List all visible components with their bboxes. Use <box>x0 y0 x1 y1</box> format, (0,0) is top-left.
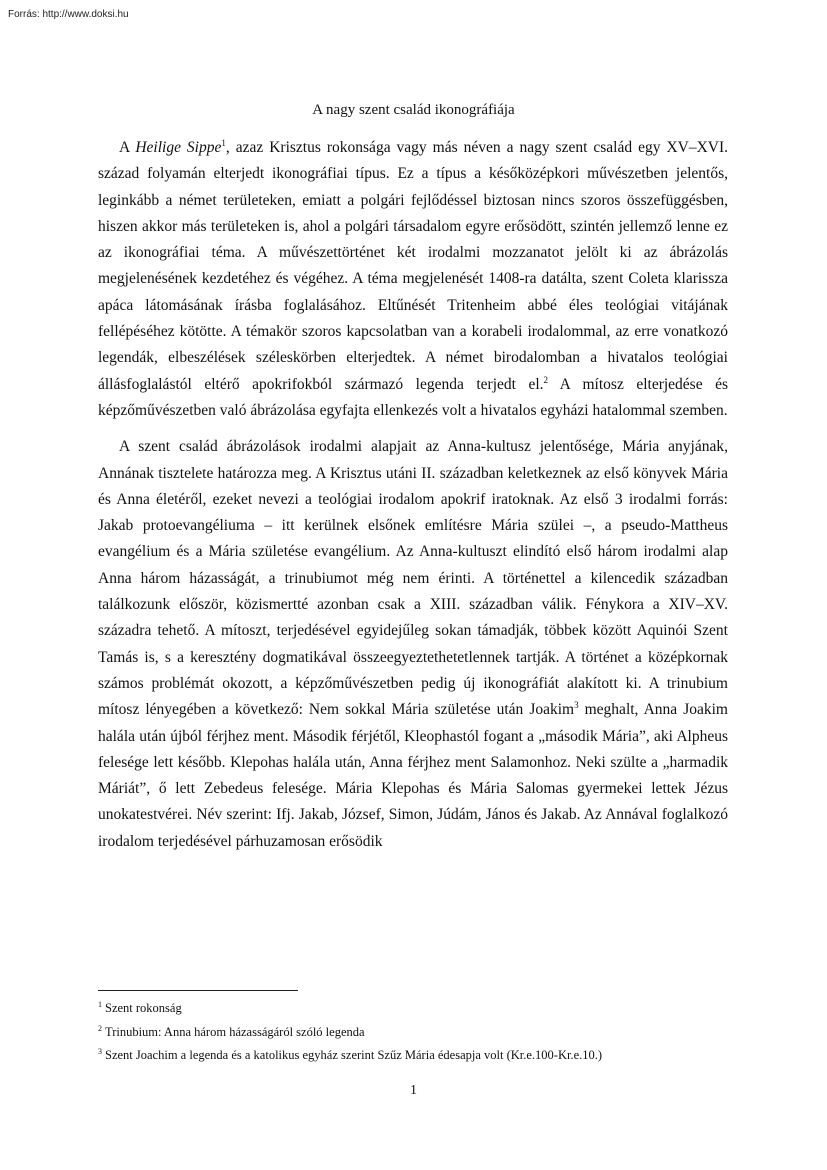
footnote-ref-1: 1 <box>221 138 226 148</box>
paragraph-2 <box>98 434 728 855</box>
paragraph-1-text-a: A <box>119 139 136 156</box>
footnote-divider <box>98 990 298 991</box>
paragraph-2-text-a: A szent család ábrázolások irodalmi alapjait az Anna-kultusz jelentősége, Mária anyjának, Annának tisztelete határozza meg. A Krisztus utáni II. században keletkeznek az első könyvek Mária és Anna életéről, ezeket nevezi a teológiai irodalom apokrif iratoknak. Az első 3 irodalmi forrás: Jakab protoevangéliuma – itt kerülnek elsőnek említésre Mária szülei –, a pseudo-Mattheus evangélium és a Mária születése evangélium. Az Anna-kultuszt elindító első három irodalmi alap Anna három házasságát, a trinubiumot még nem érinti. A történettel a kilencedik században találkozunk először, közismertté azonban csak a XIII. században válik. Fénykora a XIV–XV. századra tehető. A mítoszt, terjedésével egyidejűleg sokan támadják, többek között Aquinói Szent Tamás is, s a keresztény dogmatikával összeegyeztethetetlennek tartják. A történet a középkornak számos problémát okozott, a képzőművészetben pedig új ikonográfiát alakított ki. A trinubium mítosz lényegében a következő: Nem sokkal Mária születése után Joakim <box>98 438 728 719</box>
footnote-text: Trinubium: Anna három házasságáról szóló legenda <box>105 1024 365 1039</box>
footnotes <box>98 997 728 1068</box>
document-title: A nagy szent család ikonográfiája <box>312 102 515 118</box>
heilige-sippe-term: Heilige Sippe <box>135 139 222 156</box>
footnote-ref-3: 3 <box>574 700 579 711</box>
footnote-text: Szent Joachim a legenda és a katolikus egyház szerint Szűz Mária édesapja volt (Kr.e.100-Kr.e.10.) <box>105 1048 603 1062</box>
document-body <box>98 135 728 855</box>
footnote-ref-2: 2 <box>543 374 549 385</box>
paragraph-2-text-b: meghalt, Anna Joakim halála után újból férjhez ment. Második férjétől, Kleophastól fogant a „második Mária”, aki Alpheus felesége lett később. Klepohas halála után, Anna férjhez ment Salamonhoz. Neki szülte a „harmadik Máriát”, ő lett Zebedeus felesége. Mária Klepohas és Mária Salomas gyermekei lettek Jézus unokatestvérei. Név szerint: Ifj. Jakab, József, Simon, Júdám, János és Jakab. Az Annával foglalkozó irodalom terjedésével párhuzamosan erősödik <box>98 701 728 850</box>
footnote-2 <box>98 1021 728 1045</box>
footnote-number: 2 <box>98 1023 102 1033</box>
paragraph-1-text-c: A mítosz elterjedése és képzőművészetben való ábrázolása egyfajta ellenkezés volt a hivatalos egyházi hatalommal szemben. <box>98 375 728 419</box>
footnote-1 <box>98 997 728 1021</box>
page-number: 1 <box>410 1083 417 1098</box>
paragraph-1 <box>98 135 728 424</box>
paragraph-1-text-b: , azaz Krisztus rokonsága vagy más néven a nagy szent család egy XV–XVI. század folyamán elterjedt ikonográfiai típus. Ez a típus a későközépkori művészetben jelentős, leginkább a német területeken, emiatt a polgári fejlődéssel biztosan nincs szoros összefüggésben, hiszen akkor más területeken is, ahol a polgári társadalom egyre erősödött, szintén jellemző lenne ez az ikonográfiai téma. A művészettörténet két irodalmi mozzanatot jelölt ki az ábrázolás megjelenésének kezdetéhez és végéhez. A téma megjelenését 1408-ra datálta, szent Coleta klarissza apáca látomásának írásba foglalásához. Eltűnését Tritenheim abbé éles teológiai vitájának fellépéséhez kötötte. A témakör szoros kapcsolatban van a korabeli irodalommal, az erre vonatkozó legendák, elbeszélések széleskörben elterjedtek. A német birodalomban a hivatalos teológiai állásfoglalástól eltérő apokrifokból származó legenda terjedt el. <box>98 139 729 393</box>
footnote-number: 3 <box>98 1047 102 1056</box>
footnote-text: Szent rokonság <box>105 1001 182 1015</box>
footnote-number: 1 <box>98 1000 102 1009</box>
source-header: Forrás: http://www.doksi.hu <box>8 9 129 20</box>
footnote-3 <box>98 1044 728 1068</box>
